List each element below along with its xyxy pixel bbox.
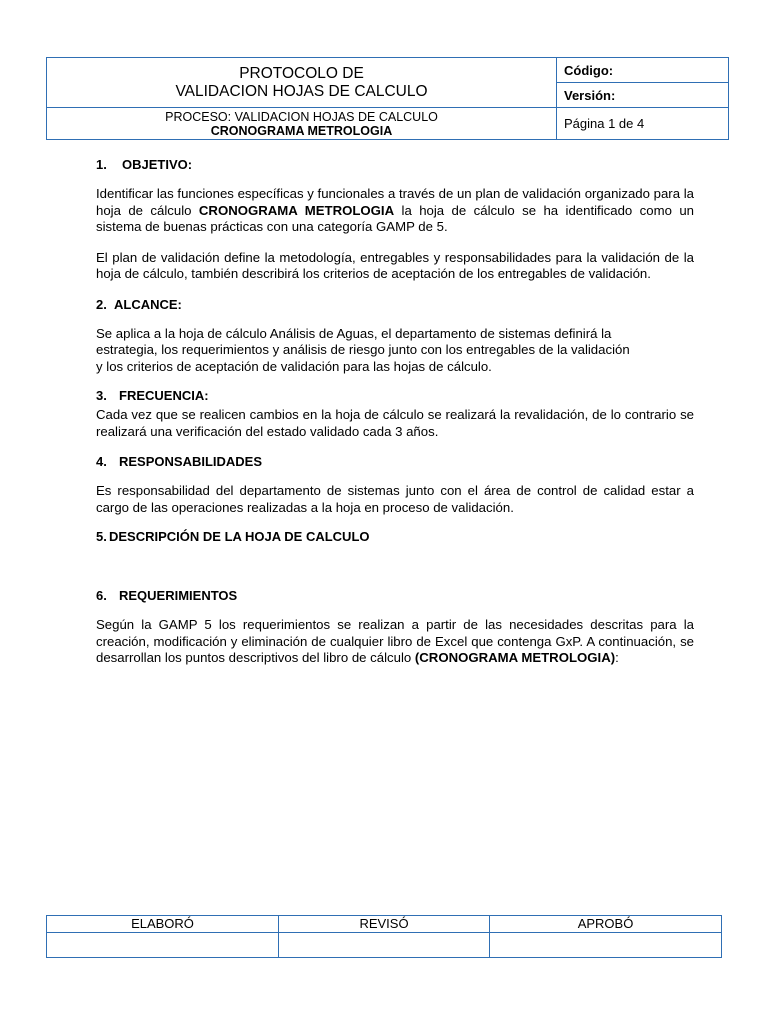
codigo-label: Código: bbox=[557, 58, 729, 83]
proceso-line-1: PROCESO: VALIDACION HOJAS DE CALCULO bbox=[165, 109, 438, 124]
section-4-number: 4. bbox=[96, 454, 107, 469]
proceso-line-2: CRONOGRAMA METROLOGIA bbox=[210, 123, 393, 138]
section-1-paragraph-2: El plan de validación define la metodología, entregables y responsabilidades para la validación de la hoja de cálculo, también describirá los criterios de aceptación de los entregables de validación. bbox=[96, 249, 694, 281]
version-label: Versión: bbox=[557, 83, 729, 108]
section-1-paragraph-1 bbox=[96, 186, 694, 236]
reviso-signature-cell bbox=[279, 933, 490, 958]
aprobo-signature-cell bbox=[490, 933, 722, 958]
section-3-title: FRECUENCIA: bbox=[119, 388, 209, 403]
proceso-cell bbox=[47, 108, 557, 140]
section-2-number: 2. bbox=[96, 296, 107, 312]
section-6-number: 6. bbox=[96, 588, 107, 603]
section-6-title: REQUERIMIENTOS bbox=[119, 588, 238, 603]
section-3-number: 3. bbox=[96, 388, 107, 403]
s1-p1-text-b: la hoja de cálculo se ha identificado como un sistema de buenas prácticas con una categoría GAMP de 5. bbox=[96, 202, 694, 234]
section-3-heading bbox=[96, 388, 694, 403]
title-line-2: VALIDACION HOJAS DE CALCULO bbox=[175, 82, 428, 100]
section-4-title: RESPONSABILIDADES bbox=[119, 454, 263, 469]
section-2-paragraph bbox=[96, 326, 694, 376]
s2-line-2: estrategia, los requerimientos y análisis de riesgo junto con los entregables de la validación bbox=[96, 342, 630, 357]
section-6-heading bbox=[96, 588, 694, 603]
section-5-number: 5. bbox=[96, 529, 107, 544]
elaboro-header: ELABORÓ bbox=[47, 916, 279, 933]
section-5-title: DESCRIPCIÓN DE LA HOJA DE CALCULO bbox=[109, 529, 370, 544]
section-3-paragraph: Cada vez que se realicen cambios en la hoja de cálculo se realizará la revalidación, de lo contrario se realizará una verificación del estado validado cada 3 años. bbox=[96, 407, 694, 439]
page-number: Página 1 de 4 bbox=[557, 108, 729, 140]
section-6-paragraph bbox=[96, 617, 694, 667]
section-4-heading bbox=[96, 454, 694, 469]
s1-p1-bold: CRONOGRAMA METROLOGIA bbox=[198, 202, 395, 218]
header-table bbox=[46, 57, 729, 140]
s2-line-3: y los criterios de aceptación de validación para las hojas de cálculo. bbox=[96, 358, 492, 374]
section-1-title: OBJETIVO: bbox=[122, 157, 193, 172]
elaboro-signature-cell bbox=[47, 933, 279, 958]
s6-p1-bold: (CRONOGRAMA METROLOGIA) bbox=[414, 650, 616, 665]
section-1-number: 1. bbox=[96, 157, 107, 172]
aprobo-header: APROBÓ bbox=[490, 916, 722, 933]
section-5-heading bbox=[96, 529, 694, 544]
s6-p1-text-a: Según la GAMP 5 los requerimientos se realizan a partir de las necesidades descritas para la creación, modificación y eliminación de cualquier libro de Excel que contenga GxP. A continuación, se desarrollan los puntos descriptivos del libro de cálculo bbox=[96, 617, 694, 665]
section-1-heading bbox=[96, 157, 694, 172]
document-title bbox=[47, 58, 557, 108]
section-4-paragraph: Es responsabilidad del departamento de sistemas junto con el área de control de calidad estar a cargo de las operaciones realizadas a la hoja en proceso de validación. bbox=[96, 483, 694, 515]
section-2-heading bbox=[96, 297, 694, 312]
s1-p1-text-a: Identificar las funciones específicas y funcionales a través de un plan de validación organizado para la hoja de cálculo bbox=[96, 186, 694, 218]
section-2-title: ALCANCE: bbox=[114, 296, 182, 312]
s2-line-1: Se aplica a la hoja de cálculo Análisis de Aguas, el departamento de sistemas definirá la bbox=[96, 325, 612, 341]
signature-table bbox=[46, 915, 722, 958]
document-body bbox=[96, 155, 694, 667]
title-line-1: PROTOCOLO DE bbox=[239, 64, 364, 82]
s6-p1-text-b: : bbox=[615, 650, 619, 665]
reviso-header: REVISÓ bbox=[279, 916, 490, 933]
